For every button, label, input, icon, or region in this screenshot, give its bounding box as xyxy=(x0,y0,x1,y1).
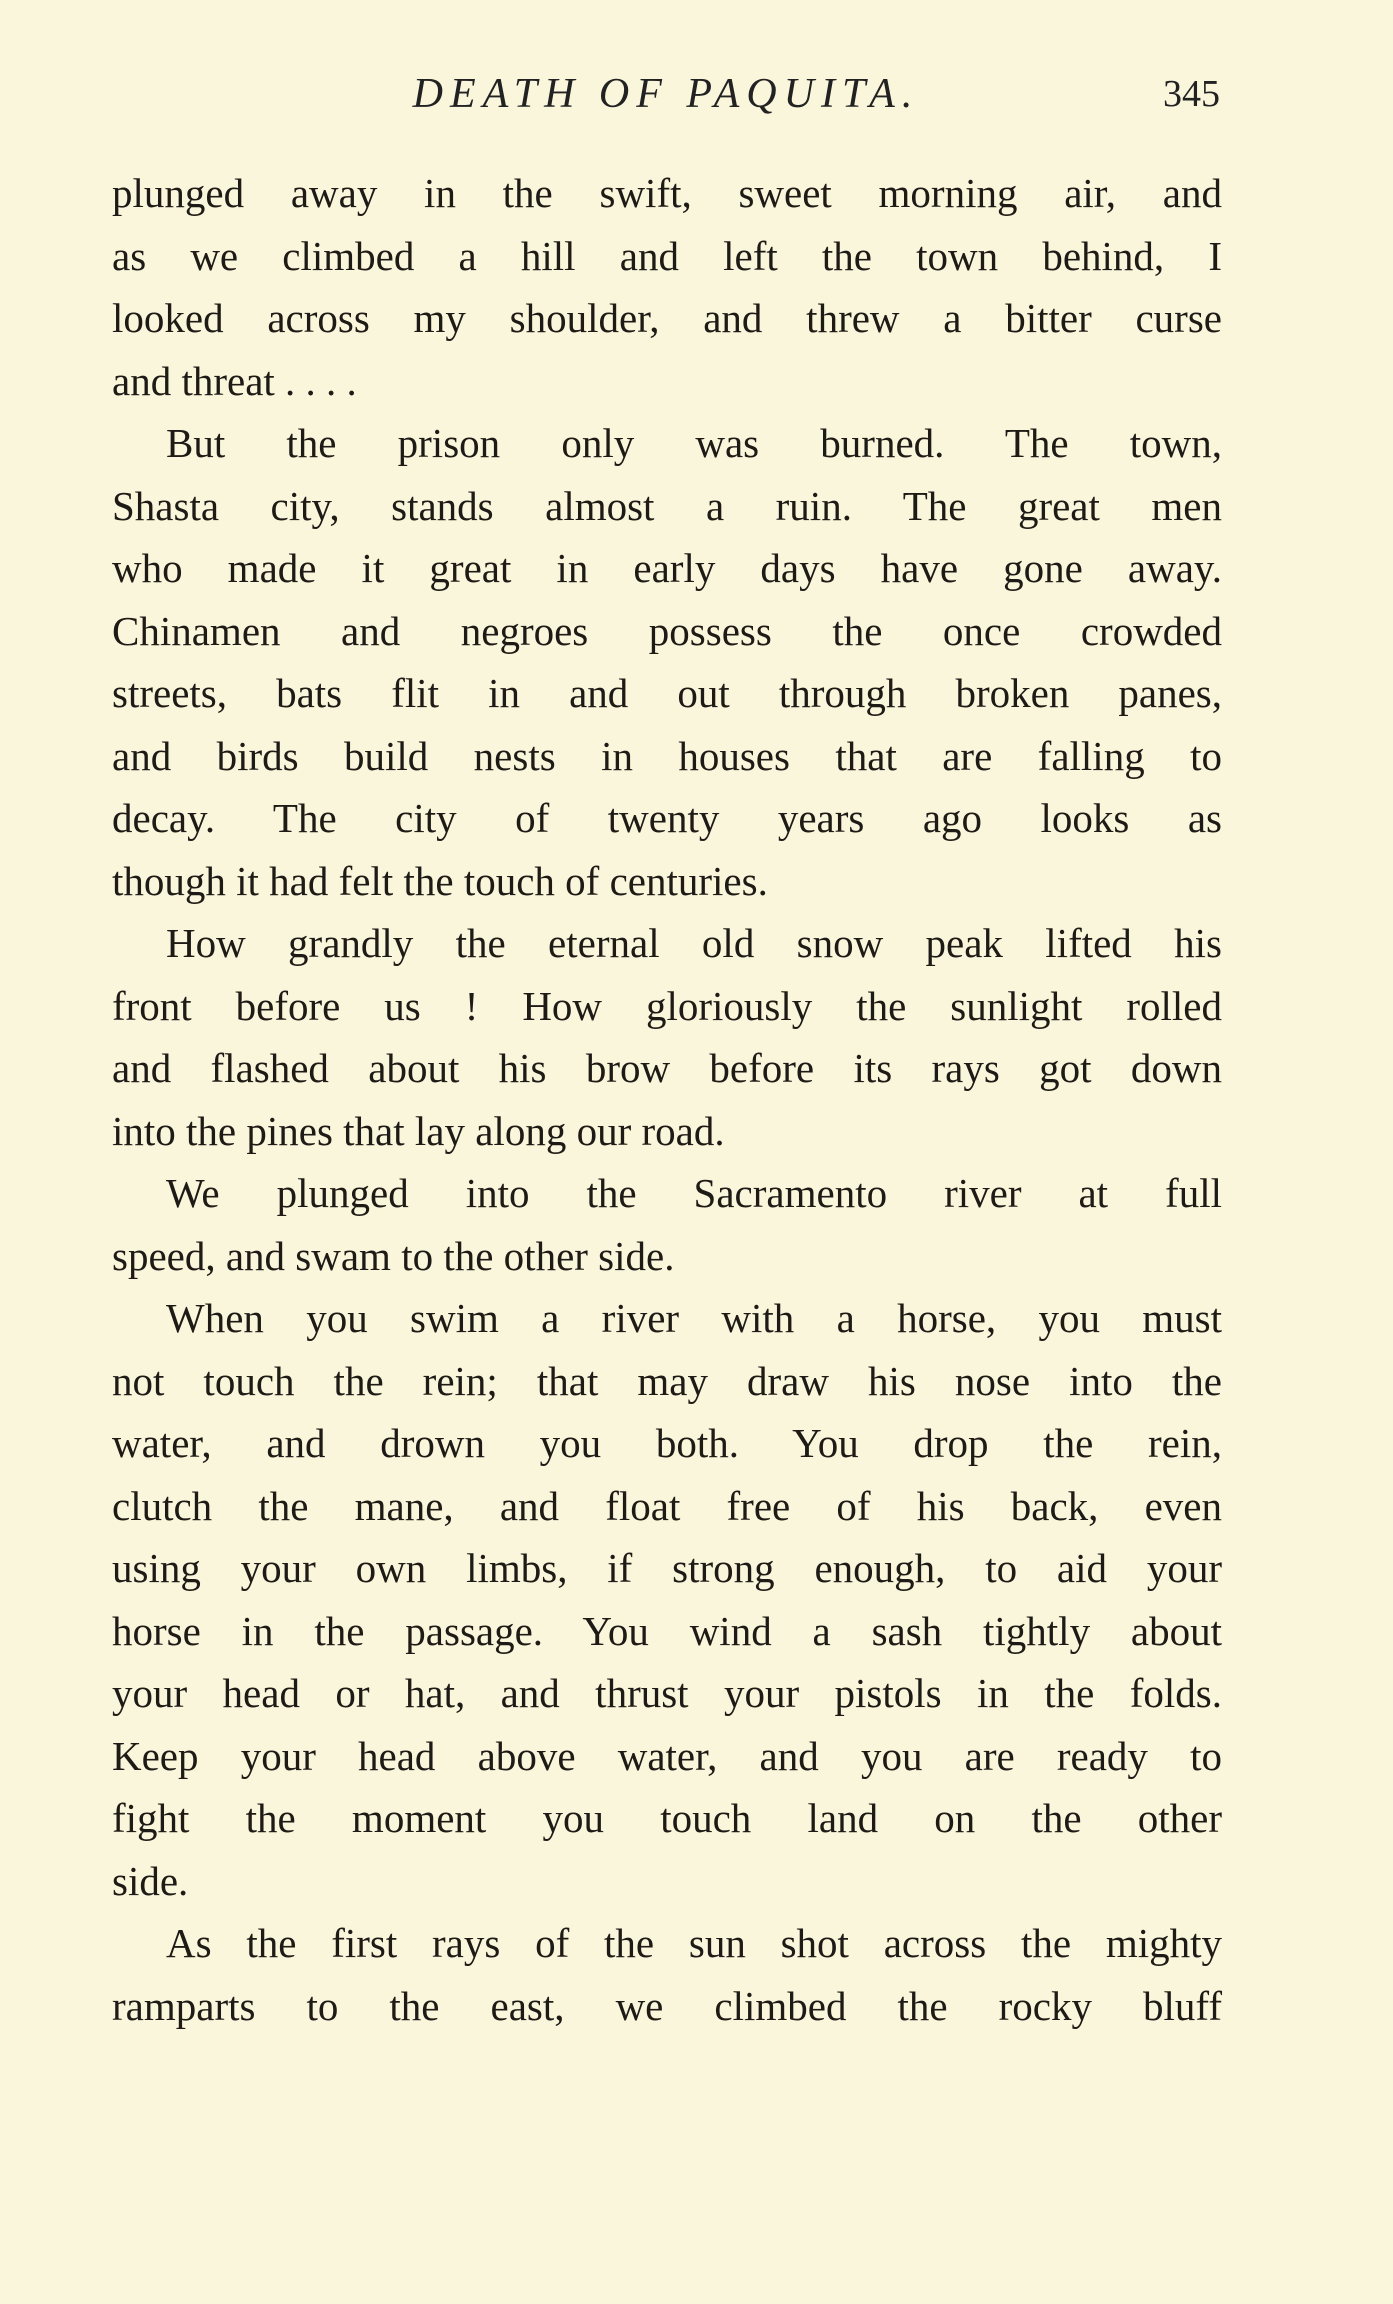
running-head xyxy=(112,64,1220,124)
text-line: plunged away in the swift, sweet morning air, and xyxy=(112,170,1222,216)
text-line: horse in the passage. You wind a sash tightly about xyxy=(112,1607,1222,1654)
text-line: though it had felt the touch of centuries. xyxy=(112,857,768,904)
text-line: your head or hat, and thrust your pistols in the folds. xyxy=(112,1670,1222,1716)
body-text xyxy=(112,162,1222,2037)
text-line: not touch the rein; that may draw his nose into the xyxy=(112,1357,1222,1404)
text-line: side. xyxy=(112,1857,189,1904)
text-line: clutch the mane, and float free of his back, even xyxy=(112,1482,1222,1529)
text-line: As the first rays of the sun shot across the mighty xyxy=(166,1920,1222,1966)
text-line: decay. The city of twenty years ago looks as xyxy=(112,795,1222,841)
text-line: We plunged into the Sacramento river at full xyxy=(166,1170,1222,1216)
text-line: ramparts to the east, we climbed the rocky bluff xyxy=(112,1982,1222,2029)
text-line: using your own limbs, if strong enough, to aid your xyxy=(112,1545,1222,1591)
text-line: But the prison only was burned. The town, xyxy=(166,420,1222,466)
text-line: streets, bats flit in and out through broken panes, xyxy=(112,670,1222,716)
text-line: into the pines that lay along our road. xyxy=(112,1107,725,1154)
text-line: fight the moment you touch land on the other xyxy=(112,1795,1222,1841)
text-line: When you swim a river with a horse, you must xyxy=(166,1295,1222,1341)
text-line: water, and drown you both. You drop the rein, xyxy=(112,1420,1222,1466)
text-line: front before us ! How gloriously the sunlight rolled xyxy=(112,982,1222,1029)
text-line: and threat . . . . xyxy=(112,357,357,404)
running-title: DEATH OF PAQUITA. xyxy=(412,71,920,117)
text-line: Shasta city, stands almost a ruin. The great men xyxy=(112,482,1222,529)
text-line: Keep your head above water, and you are ready to xyxy=(112,1732,1222,1779)
text-line: and birds build nests in houses that are falling to xyxy=(112,732,1222,779)
text-line: looked across my shoulder, and threw a bitter curse xyxy=(112,295,1222,341)
text-line: How grandly the eternal old snow peak lifted his xyxy=(166,920,1222,966)
page-number: 345 xyxy=(1163,73,1220,115)
text-line: and flashed about his brow before its rays got down xyxy=(112,1045,1222,1091)
text-line: Chinamen and negroes possess the once crowded xyxy=(112,607,1222,654)
text-line: as we climbed a hill and left the town behind, I xyxy=(112,232,1222,279)
text-line: who made it great in early days have gone away. xyxy=(112,545,1222,591)
text-line: speed, and swam to the other side. xyxy=(112,1232,675,1279)
